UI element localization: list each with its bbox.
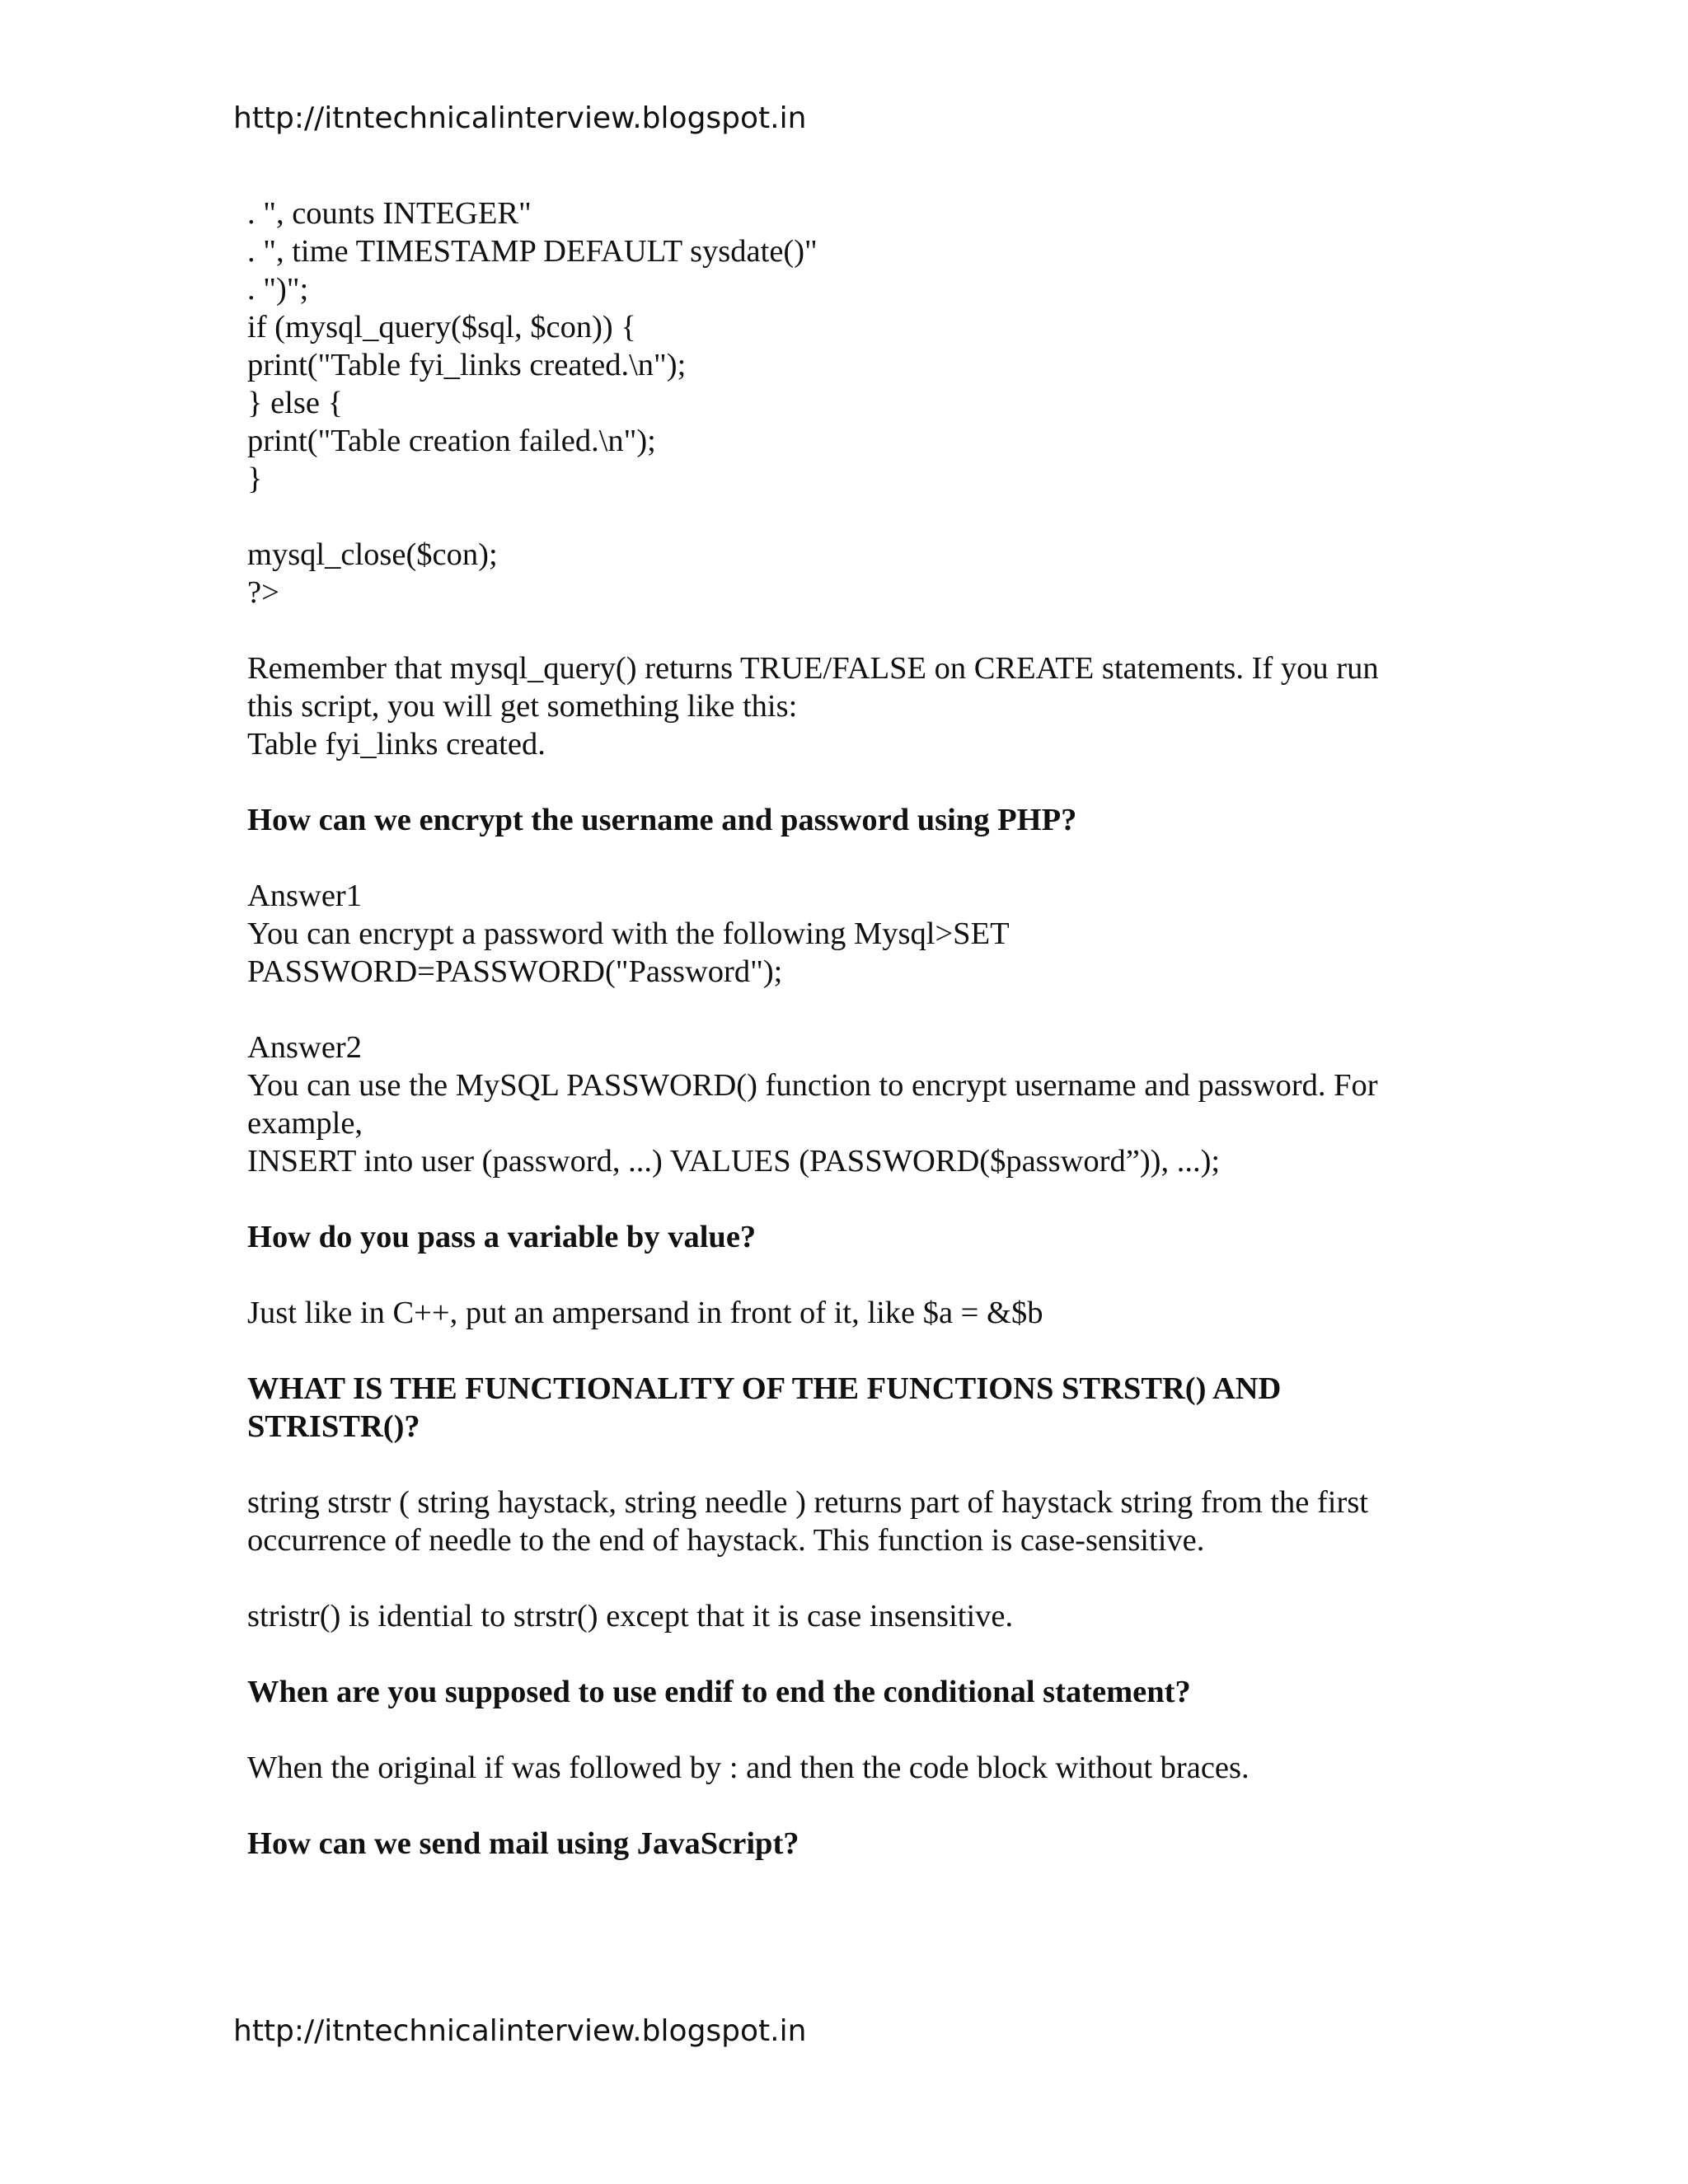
paragraph-line: this script, you will get something like this: bbox=[247, 689, 798, 724]
question-heading: How can we send mail using JavaScript? bbox=[247, 1826, 799, 1861]
document-body bbox=[247, 194, 1451, 1863]
answer-line: example, bbox=[247, 1106, 363, 1141]
question-heading: When are you supposed to use endif to end the conditional statement? bbox=[247, 1675, 1191, 1709]
answer-line: You can use the MySQL PASSWORD() function to encrypt username and password. For bbox=[247, 1068, 1378, 1103]
answer-line: PASSWORD=PASSWORD("Password"); bbox=[247, 954, 783, 989]
question-heading: STRISTR()? bbox=[247, 1409, 420, 1444]
question-heading: How can we encrypt the username and password using PHP? bbox=[247, 803, 1077, 837]
answer-line: string strstr ( string haystack, string needle ) returns part of haystack string from the first bbox=[247, 1485, 1369, 1520]
code-line: } else { bbox=[247, 386, 344, 420]
paragraph-line: Table fyi_links created. bbox=[247, 727, 546, 762]
answer-line: When the original if was followed by : and then the code block without braces. bbox=[247, 1750, 1250, 1785]
answer-line: occurrence of needle to the end of haystack. This function is case-sensitive. bbox=[247, 1523, 1205, 1558]
answer-line: Just like in C++, put an ampersand in front of it, like $a = &$b bbox=[247, 1296, 1043, 1330]
code-line: print("Table fyi_links created.\n"); bbox=[247, 348, 687, 382]
code-line: . ")"; bbox=[247, 272, 309, 307]
code-line: if (mysql_query($sql, $con)) { bbox=[247, 310, 636, 344]
question-heading: How do you pass a variable by value? bbox=[247, 1220, 757, 1254]
code-line: . ", counts INTEGER" bbox=[247, 196, 532, 231]
footer-url: http://itntechnicalinterview.blogspot.in bbox=[233, 2014, 807, 2048]
header-url: http://itntechnicalinterview.blogspot.in bbox=[233, 101, 807, 135]
code-line: . ", time TIMESTAMP DEFAULT sysdate()" bbox=[247, 234, 818, 269]
answer-line: INSERT into user (password, ...) VALUES (PASSWORD($password”)), ...); bbox=[247, 1144, 1221, 1179]
answer-line: You can encrypt a password with the following Mysql>SET bbox=[247, 916, 1010, 951]
code-line: ?> bbox=[247, 575, 279, 610]
code-line: } bbox=[247, 462, 263, 496]
paragraph-line: Remember that mysql_query() returns TRUE/FALSE on CREATE statements. If you run bbox=[247, 651, 1379, 686]
code-line: mysql_close($con); bbox=[247, 537, 498, 572]
answer-label: Answer1 bbox=[247, 879, 362, 913]
question-heading: WHAT IS THE FUNCTIONALITY OF THE FUNCTIONS STRSTR() AND bbox=[247, 1371, 1282, 1406]
answer-line: stristr() is idential to strstr() except that it is case insensitive. bbox=[247, 1599, 1014, 1633]
answer-label: Answer2 bbox=[247, 1030, 362, 1065]
code-line: print("Table creation failed.\n"); bbox=[247, 424, 656, 458]
